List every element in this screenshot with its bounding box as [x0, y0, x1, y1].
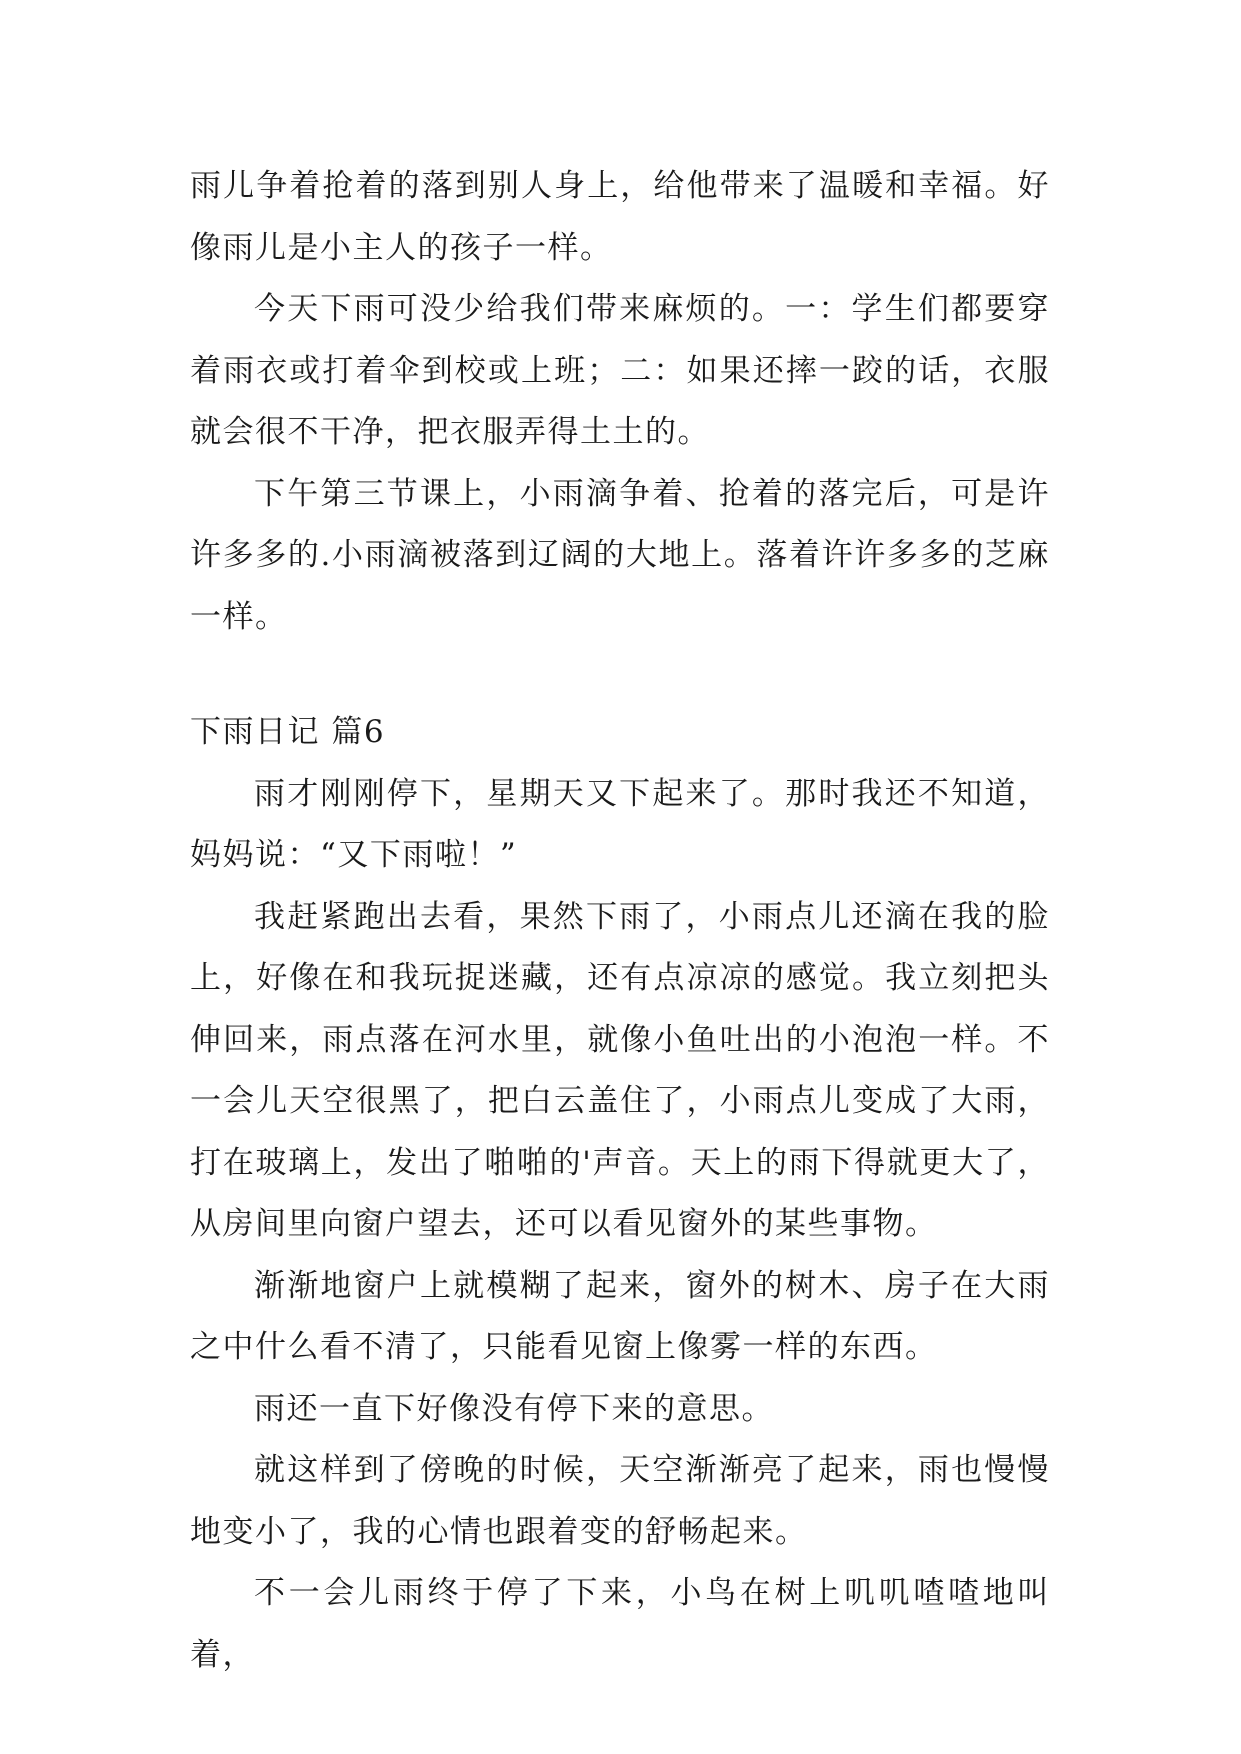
paragraph: 就这样到了傍晚的时候，天空渐渐亮了起来，雨也慢慢地变小了，我的心情也跟着变的舒畅起来。 [190, 1452, 1050, 1550]
paragraph: 我赶紧跑出去看，果然下雨了，小雨点儿还滴在我的脸上，好像在和我玩捉迷藏，还有点凉凉的感觉。我立刻把头伸回来，雨点落在河水里，就像小鱼吐出的小泡泡一样。不一会儿天空很黑了，把白云盖住了，小雨点儿变成了大雨，打在玻璃上，发出了啪啪的'声音。天上的雨下得就更大了，从房间里向窗户望去，还可以看见窗外的某些事物。 [190, 898, 1050, 1242]
paragraph-continued: 雨儿争着抢着的落到别人身上，给他带来了温暖和幸福。好像雨儿是小主人的孩子一样。 [190, 168, 1050, 266]
paragraph: 今天下雨可没少给我们带来麻烦的。一：学生们都要穿着雨衣或打着伞到校或上班；二：如果还摔一跤的话，衣服就会很不干净，把衣服弄得土土的。 [190, 291, 1050, 450]
paragraph: 雨才刚刚停下，星期天又下起来了。那时我还不知道，妈妈说：“又下雨啦！” [190, 775, 1050, 873]
paragraph: 雨还一直下好像没有停下来的意思。 [254, 1390, 774, 1427]
paragraph: 渐渐地窗户上就模糊了起来，窗外的树木、房子在大雨之中什么看不清了，只能看见窗上像雾一样的东西。 [190, 1267, 1050, 1365]
section-title: 下雨日记 篇6 [190, 714, 386, 750]
document-body [190, 156, 1050, 1686]
paragraph: 下午第三节课上，小雨滴争着、抢着的落完后，可是许许多多的.小雨滴被落到辽阔的大地上。落着许许多多的芝麻一样。 [190, 475, 1050, 635]
paragraph: 不一会儿雨终于停了下来，小鸟在树上叽叽喳喳地叫着， [190, 1575, 1050, 1673]
